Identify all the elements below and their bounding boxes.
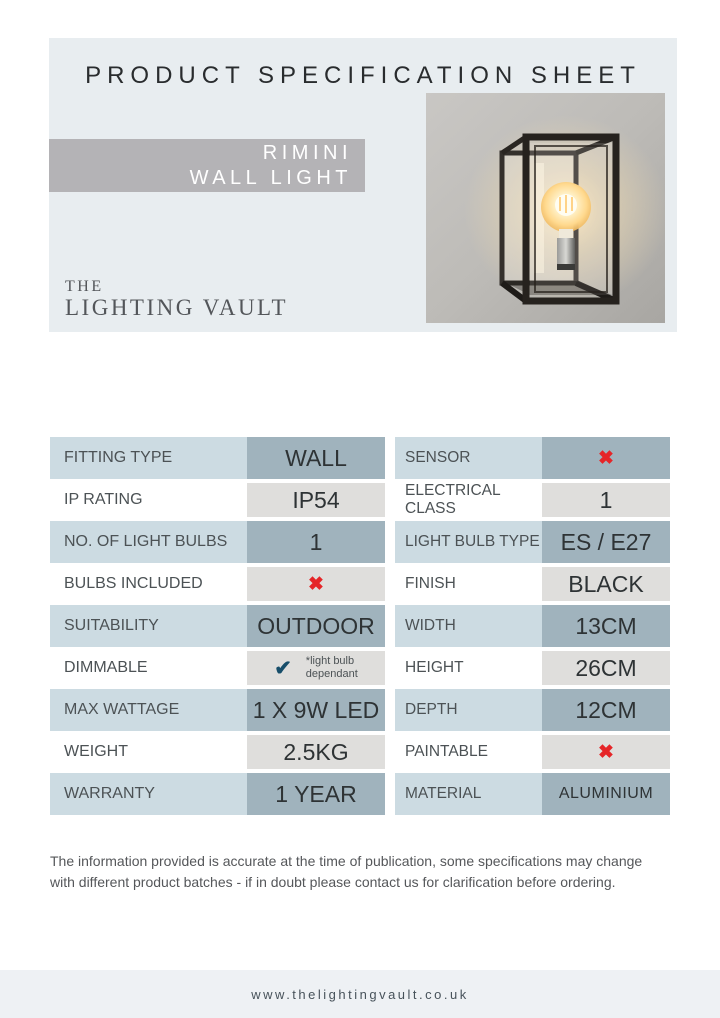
spec-value-max-wattage: 1 X 9W LED [247,689,385,731]
product-name-banner [49,139,365,192]
table-row [50,773,385,815]
spec-label-no-of-light-bulbs: NO. OF LIGHT BULBS [50,521,247,563]
spec-value-finish: BLACK [542,567,670,601]
product-name-line2: WALL LIGHT [189,166,352,189]
wall-light-photo [426,93,665,323]
brand-line1: THE [65,278,104,295]
table-row [50,689,385,731]
spec-label-depth: DEPTH [395,689,542,731]
spec-label-paintable: PAINTABLE [395,735,542,769]
spec-label-fitting-type: FITTING TYPE [50,437,247,479]
spec-table-right [395,437,670,819]
table-row [50,437,385,479]
disclaimer-line1: The information provided is accurate at the time of publication, some specifications may change [50,853,643,869]
table-row [395,773,670,815]
spec-value-ip-rating: IP54 [247,483,385,517]
spec-table-left [50,437,385,819]
brand-line2: LIGHTING VAULT [65,295,289,320]
header-panel [49,38,677,332]
spec-label-width: WIDTH [395,605,542,647]
spec-label-material: MATERIAL [395,773,542,815]
product-name-line1: RIMINI [262,141,352,164]
spec-value-light-bulb-type: ES / E27 [542,521,670,563]
page-title: PRODUCT SPECIFICATION SHEET [85,62,641,89]
spec-value-material: ALUMINIUM [542,773,670,815]
spec-value-sensor [542,437,670,479]
spec-label-weight: WEIGHT [50,735,247,769]
dimmable-note-line2: dependant [305,668,358,680]
spec-value-no-of-light-bulbs: 1 [247,521,385,563]
cross-icon: ✖ [308,573,324,595]
disclaimer-line2: with different product batches - if in doubt please contact us for clarification before ordering. [50,874,616,890]
spec-value-electrical-class: 1 [542,483,670,517]
spec-label-dimmable: DIMMABLE [50,651,247,685]
spec-label-warranty: WARRANTY [50,773,247,815]
spec-value-fitting-type: WALL [247,437,385,479]
spec-value-warranty: 1 YEAR [247,773,385,815]
table-row [50,651,385,685]
table-row [50,735,385,769]
check-icon: ✔ [274,656,292,680]
spec-value-weight: 2.5KG [247,735,385,769]
spec-label-light-bulb-type: LIGHT BULB TYPE [395,521,542,563]
spec-label-finish: FINISH [395,567,542,601]
spec-value-depth: 12CM [542,689,670,731]
cross-icon: ✖ [598,741,614,763]
spec-value-dimmable [247,651,385,685]
spec-value-height: 26CM [542,651,670,685]
cross-icon: ✖ [598,447,614,469]
spec-label-bulbs-included: BULBS INCLUDED [50,567,247,601]
spec-table [50,437,670,819]
disclaimer-text [50,851,690,893]
spec-label-suitability: SUITABILITY [50,605,247,647]
dimmable-note-line1: *light bulb [305,655,355,667]
table-row [395,605,670,647]
brand-logo [65,278,288,320]
spec-label-sensor: SENSOR [395,437,542,479]
spec-value-width: 13CM [542,605,670,647]
table-row [395,651,670,685]
table-row [50,605,385,647]
table-row [50,567,385,601]
dimmable-note [306,655,358,681]
table-row [395,567,670,601]
footer-bar [0,970,720,1018]
spec-label-height: HEIGHT [395,651,542,685]
product-photo [426,93,665,323]
spec-label-ip-rating: IP RATING [50,483,247,517]
table-row [395,735,670,769]
spec-label-electrical-class: ELECTRICAL CLASS [395,483,542,517]
table-row [395,437,670,479]
table-row [395,689,670,731]
table-row [50,483,385,517]
table-row [395,521,670,563]
table-row [395,483,670,517]
spec-label-max-wattage: MAX WATTAGE [50,689,247,731]
website-link[interactable]: www.thelightingvault.co.uk [251,986,469,1002]
spec-value-bulbs-included [247,567,385,601]
table-row [50,521,385,563]
spec-value-paintable [542,735,670,769]
spec-value-suitability: OUTDOOR [247,605,385,647]
